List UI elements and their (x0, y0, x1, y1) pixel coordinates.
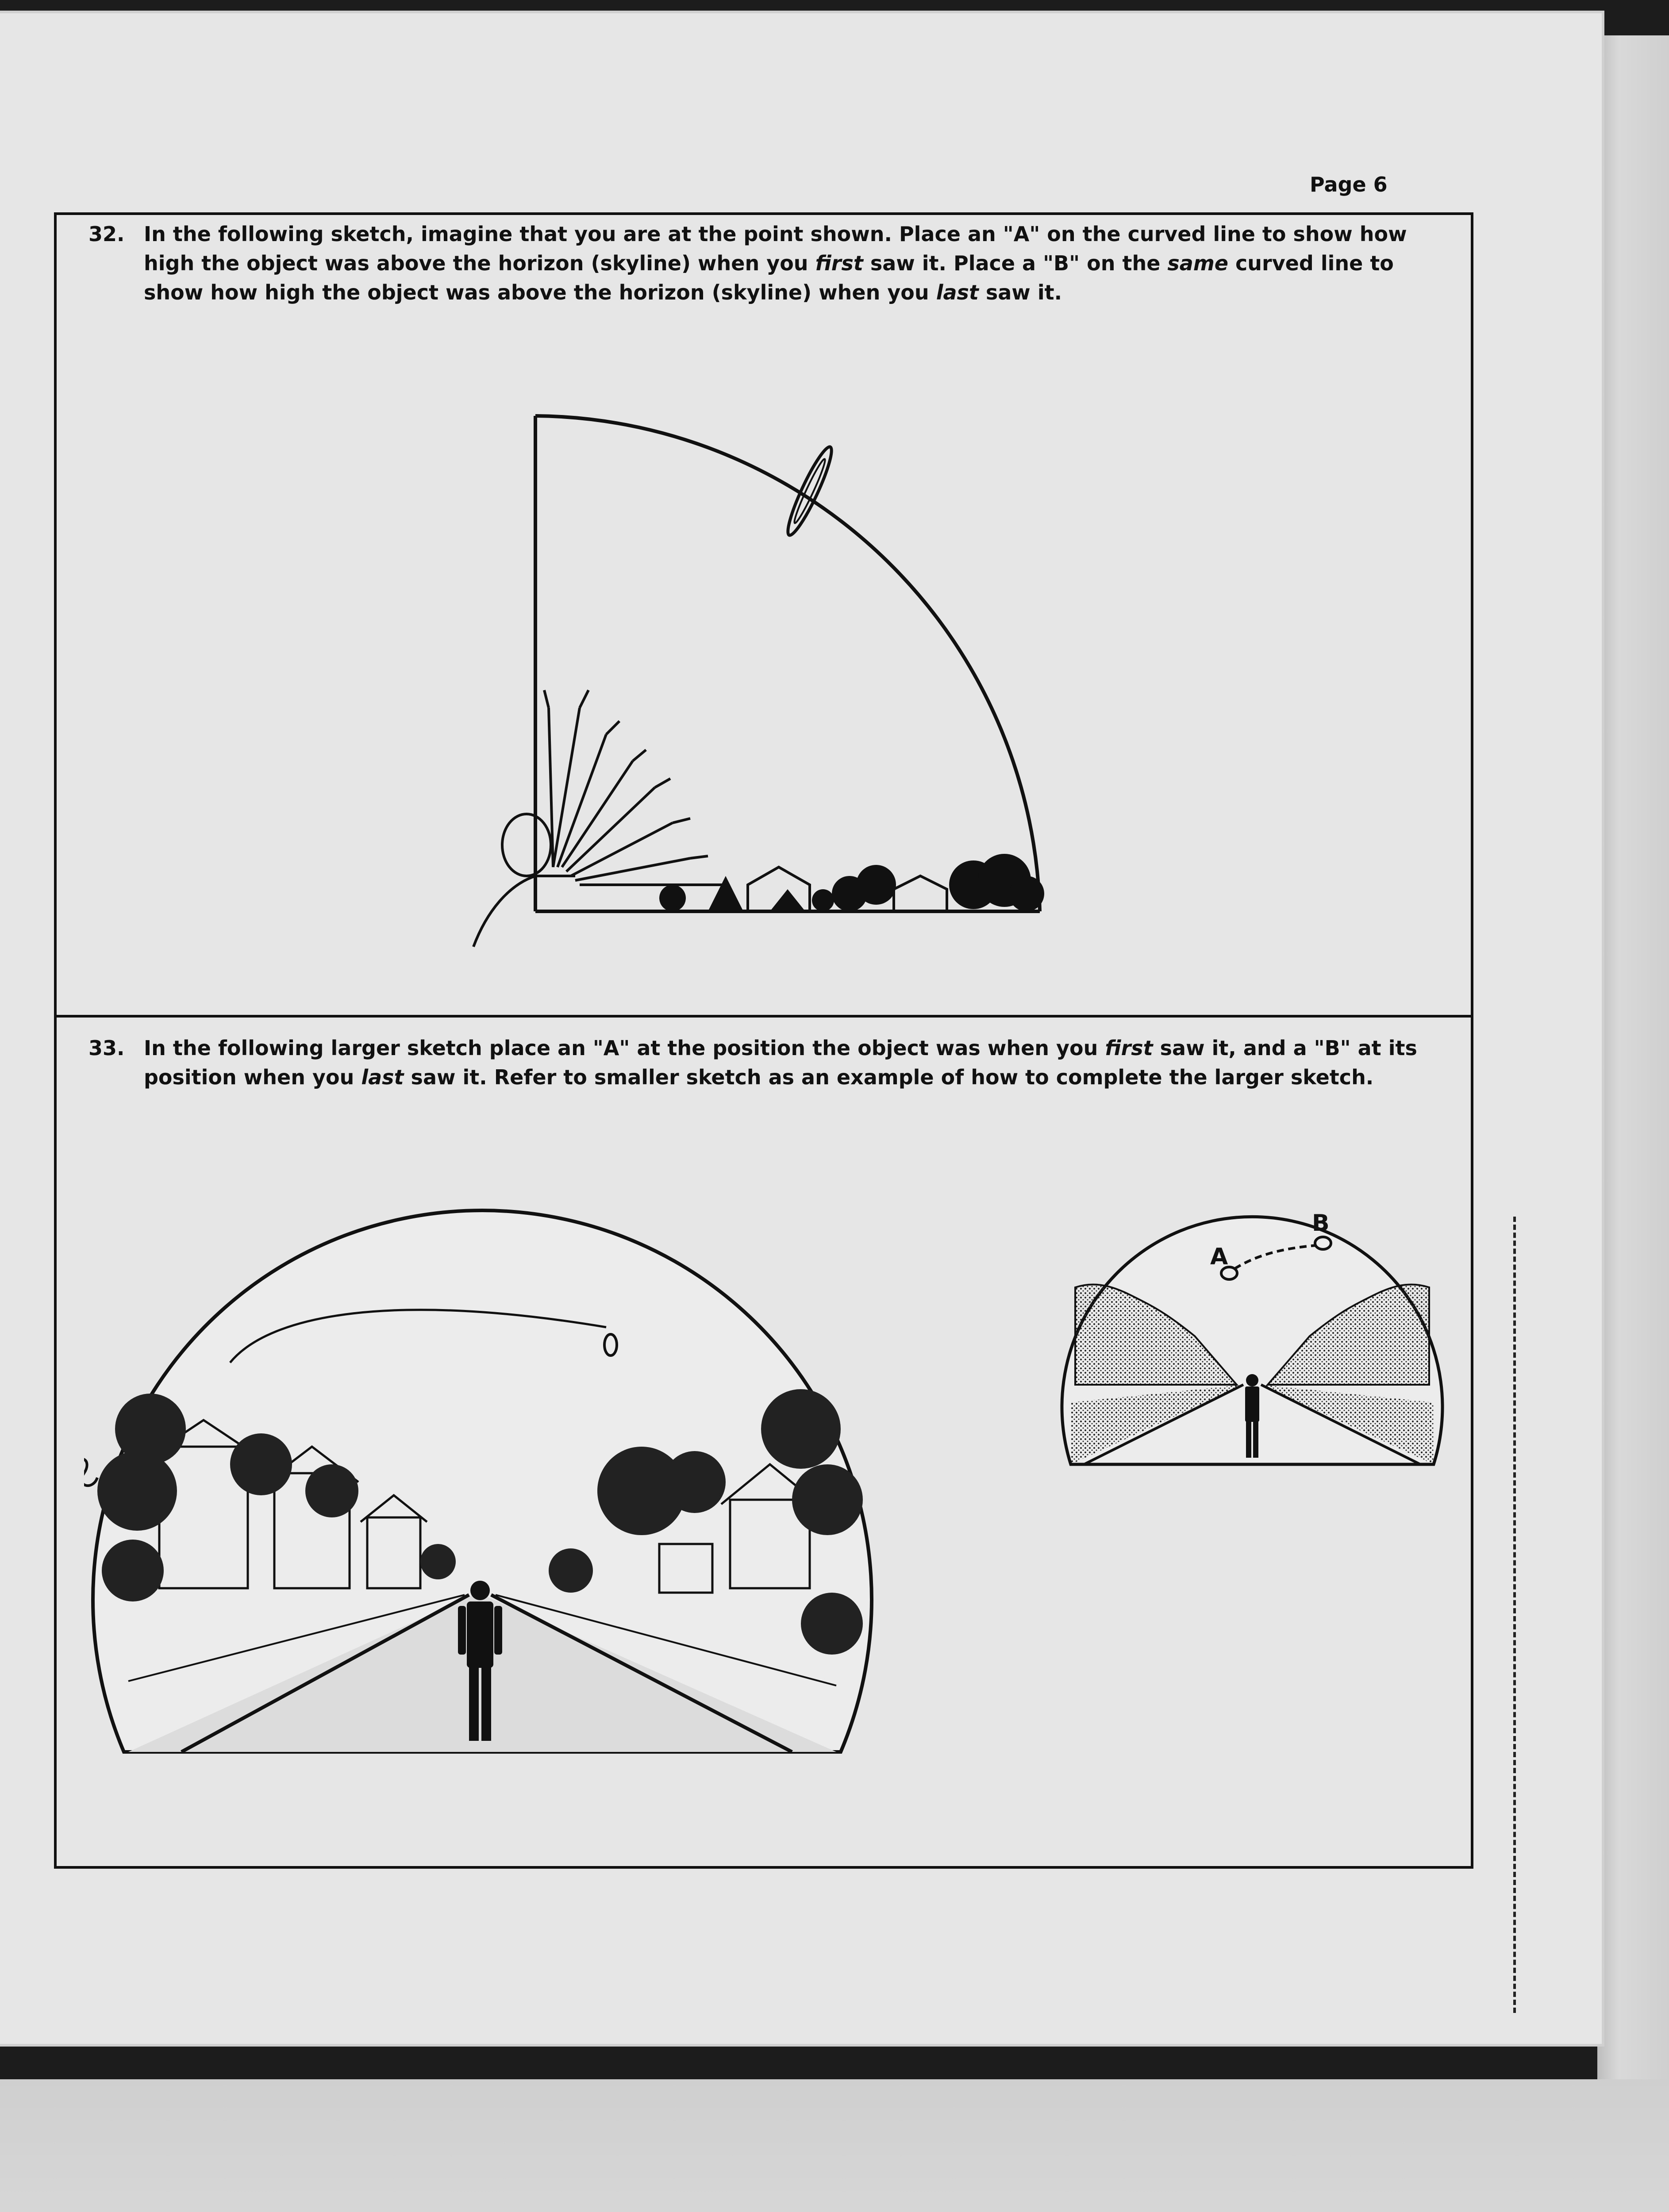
question-33-line-2: position when you last saw it. Refer to smaller sketch as an example of how to complete the larger sketch. (144, 1065, 1374, 1089)
quarter-circle-sketch (460, 398, 1071, 973)
question-divider (54, 1015, 1473, 1018)
question-33-number: 33. (88, 1036, 125, 1060)
lower-shadow-area (0, 2079, 1669, 2212)
handwritten-object-mark (779, 425, 841, 557)
example-label-b: B (1312, 1210, 1330, 1237)
page-right-edge (1597, 35, 1669, 2079)
question-33-line-1: In the following larger sketch place an "A" at the position the object was when you first saw it, and a "B" at its (144, 1036, 1417, 1060)
question-32-number: 32. (88, 222, 125, 246)
handwritten-start-mark (84, 1459, 97, 1486)
large-dome-sketch (84, 1181, 881, 1765)
right-margin-dashed-line (1513, 1217, 1516, 2013)
horizon-trees-icon (659, 854, 1044, 911)
document-page (0, 13, 1602, 2044)
question-32-line-3: show how high the object was above the horizon (skyline) when you last saw it. (144, 280, 1062, 304)
question-32-line-1: In the following sketch, imagine that you are at the point shown. Place an "A" on the curved line to show how (144, 222, 1407, 246)
question-32-line-2: high the object was above the horizon (skyline) when you first saw it. Place a "B" on the same curved line to (144, 251, 1394, 275)
example-small-sketch (1058, 1190, 1447, 1482)
page-number: Page 6 (1310, 173, 1388, 196)
question-32-text (144, 219, 1454, 307)
observer-pointing-icon (473, 690, 726, 947)
example-label-a: A (1210, 1244, 1228, 1270)
question-33-text (144, 1033, 1454, 1092)
